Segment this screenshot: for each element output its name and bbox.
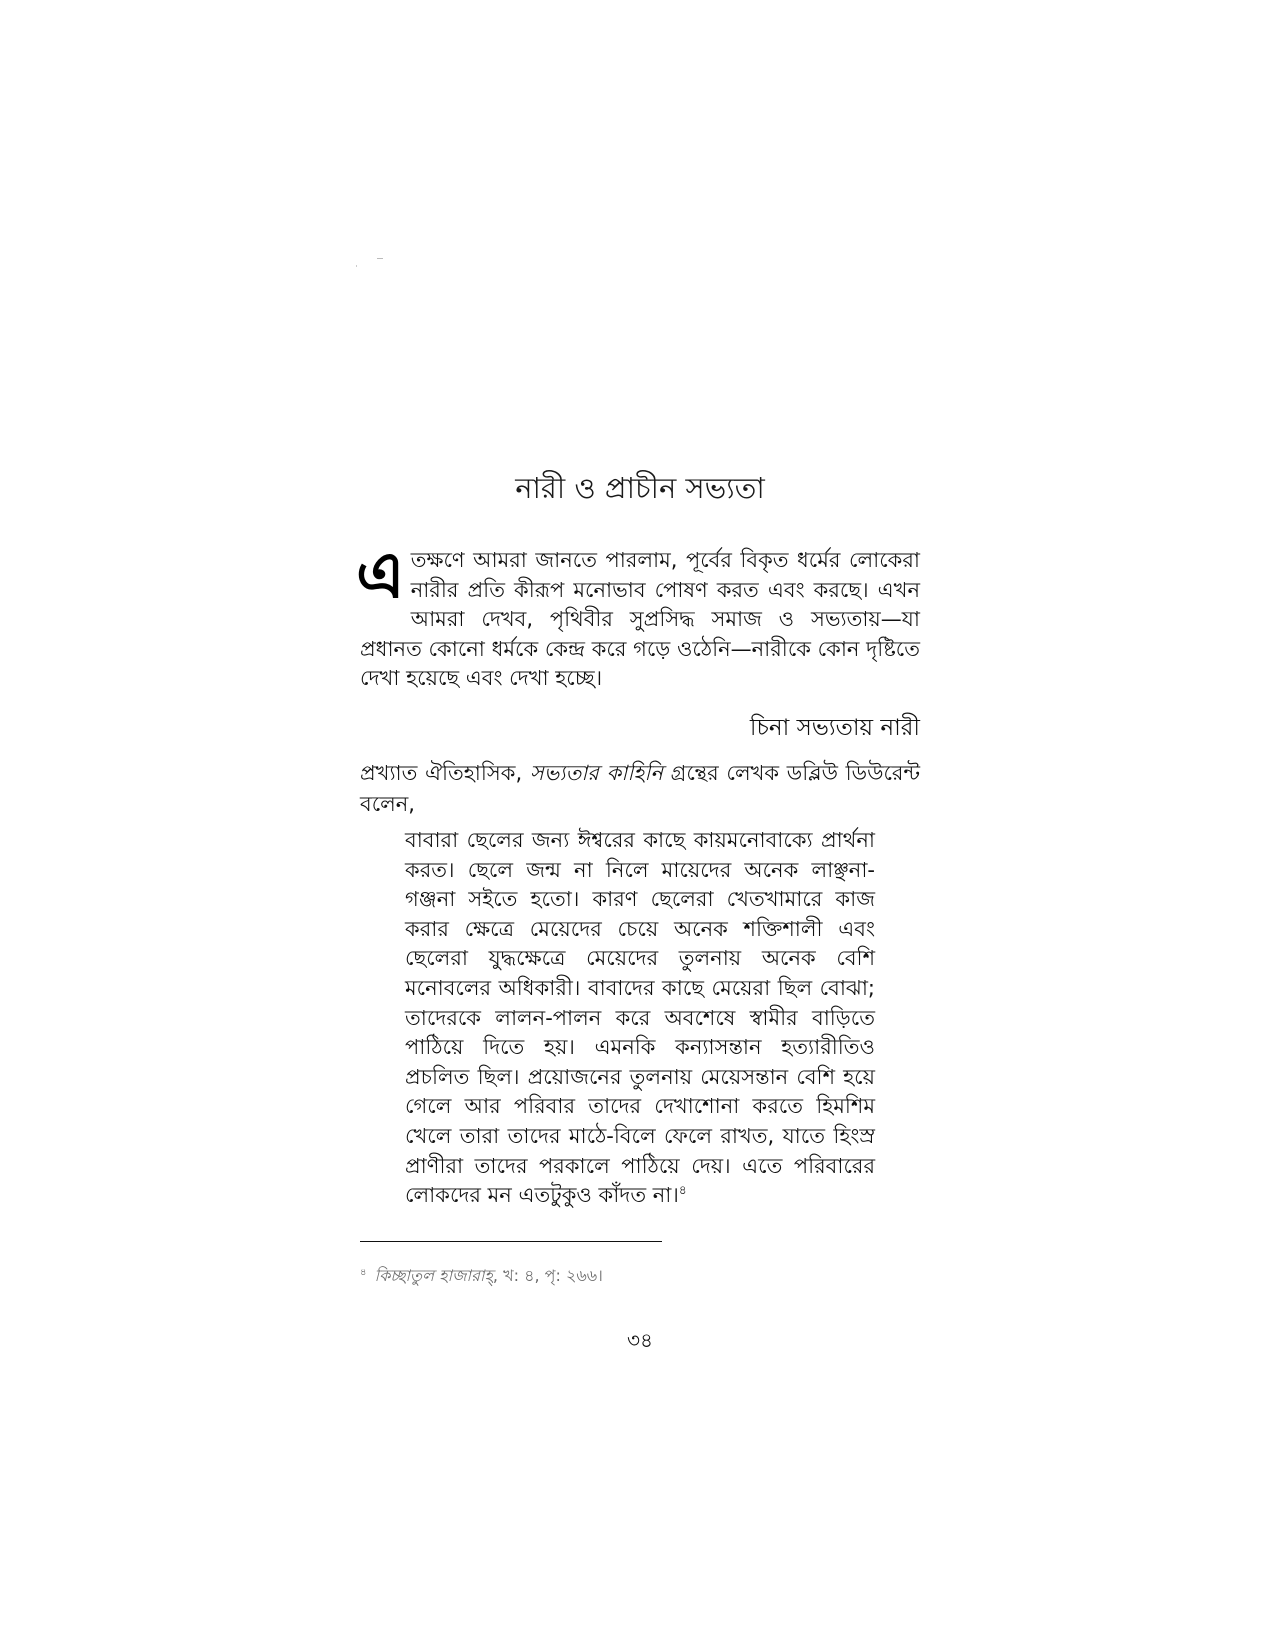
intro-paragraph [356,539,920,694]
footnote-reference[interactable]: ৪ [678,1183,687,1198]
page-number: ৩৪ [627,1328,653,1352]
footnote-source-title: কিচ্ছাতুল হাজারাহ্ [374,1266,493,1285]
lead-text-after: গ্রন্থের লেখক ডব্লিউ ডিউরেন্ট বলেন, [360,761,920,816]
quote-text: বাবারা ছেলের জন্য ঈশ্বরের কাছে কায়মনোবাক্যে প্রার্থনা করত। ছেলে জন্ম না নিলে মায়েদের অনেক লাঞ্ছনা-গঞ্জনা সইতে হতো। কারণ ছেলেরা খেতখামারে কাজ করার ক্ষেত্রে মেয়েদের চেয়ে অনেক শক্তিশালী এবং ছেলেরা যুদ্ধক্ষেত্রে মেয়েদের তুলনায় অনেক বেশি মনোবলের অধিকারী। বাবাদের কাছে মেয়েরা ছিল বোঝা; তাদেরকে লালন-পালন করে অবশেষে স্বামীর বাড়িতে পাঠিয়ে দিতে হয়। এমনকি কন্যাসন্তান হত্যারীতিও প্রচলিত ছিল। প্রয়োজনের তুলনায় মেয়েসন্তান বেশি হয়ে গেলে আর পরিবার তাদের দেখাশোনা করতে হিমশিম খেলে তারা তাদের মাঠে-বিলে ফেলে রাখত, যাতে হিংস্র প্রাণীরা তাদের পরকালে পাঠিয়ে দেয়। এতে পরিবারের লোকদের মন এতটুকুও কাঁদত না। [405,828,875,1208]
drop-cap: এ [356,539,405,613]
footnote-mark: ৪ [360,1266,367,1278]
footnote-divider [360,1241,662,1242]
chapter-title: নারী ও প্রাচীন সভ্যতা [515,471,765,505]
scan-artifact [377,258,383,259]
scan-artifact [356,265,357,267]
section-heading: চিনা সভ্যতায় নারী [749,715,920,741]
lead-paragraph [360,758,920,820]
footnote-details: , খ: ৪, পৃ: ২৬৬। [492,1266,603,1285]
block-quote [405,826,875,1211]
footnote [360,1264,603,1288]
intro-text: তক্ষণে আমরা জানতে পারলাম, পূর্বের বিকৃত ধর্মের লোকেরা নারীর প্রতি কীরূপ মনোভাব পোষণ করত এবং করছে। এখন আমরা দেখব, পৃথিবীর সুপ্রসিদ্ধ সমাজ ও সভ্যতায়—যা প্রধানত কোনো ধর্মকে কেন্দ্র করে গড়ে ওঠেনি—নারীকে কোন দৃষ্টিতে দেখা হয়েছে এবং দেখা হচ্ছে। [360,548,920,690]
lead-text-before: প্রখ্যাত ঐতিহাসিক, [360,761,530,785]
book-title: সভ্যতার কাহিনি [529,761,663,785]
